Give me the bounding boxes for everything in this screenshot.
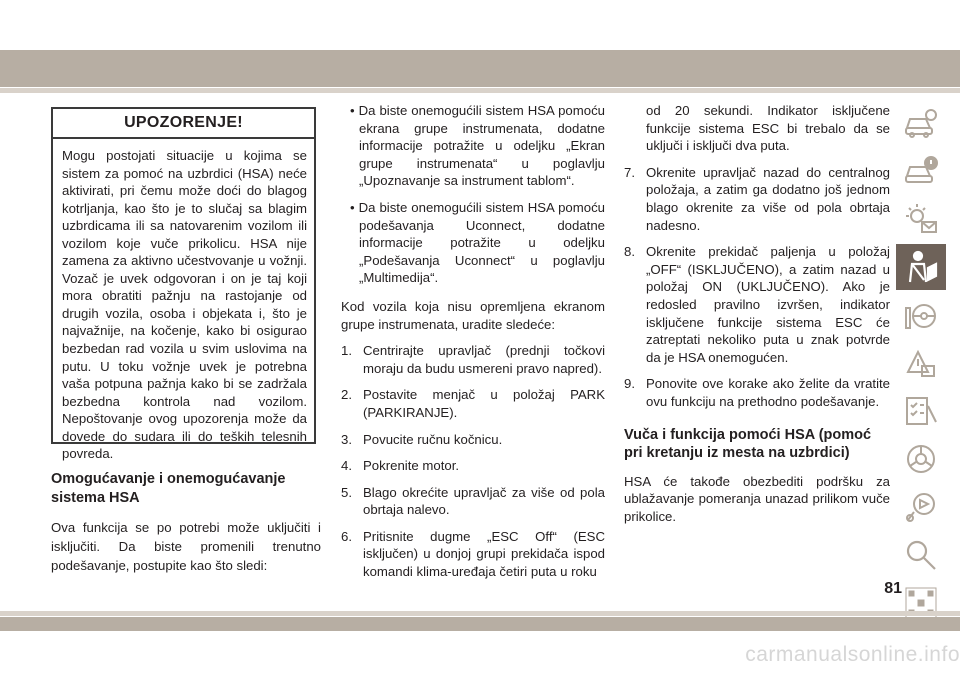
footer-band-line [0,611,960,616]
warning-title: UPOZORENJE! [53,109,314,139]
step-item: 6. Pritisnite dugme „ESC Off“ (ESC isključen) u donjoj grupi prekidača ispod komandi klima-uređaja četiri puta u roku [341,528,605,580]
warning-box [51,107,316,462]
tab-tech-specs[interactable] [896,436,946,482]
section2-heading-line1: Vuča i funkcija pomoći HSA (pomoć [624,426,872,443]
step-item: 7. Okrenite upravljač nazad do centralnog položaja, a zatim ga dodatno još jednom blago okrenite za više od pola obrtaja nadesno. [624,164,890,233]
tab-emergency[interactable] [896,340,946,386]
header-band-line [0,88,960,93]
section2-text: HSA će takođe obezbediti podršku za ublažavanje pomeranja unazad prilikom vuče prikolice. [624,473,890,524]
dashboard-lights-icon [904,202,938,236]
tab-safety[interactable] [896,244,946,290]
watermark: carmanualsonline.info [745,643,960,666]
step-item: 1. Centrirajte upravljač (prednji točkovi moraju da budu usmereni pravo napred). [341,343,605,376]
section-intro: Ova funkcija se po potrebi može uključiti i isključiti. Da biste promenili trenutno podešavanje, postupite kao što sledi: [51,520,321,573]
no-display-intro: Kod vozila koja nisu opremljena ekranom grupe instrumenata, uradite sledeće: [341,298,605,332]
car-alert-icon [904,154,938,188]
bullet-item: • Da biste onemogućili sistem HSA pomoću ekrana grupe instrumenata, dodatne informacije potražite u odeljku „Ekran grupe instrumenata“ u poglavlju „Upoznavanje sa instrument tablom“. [350,103,605,189]
section-hsa-toggle [51,470,321,575]
tab-maintenance[interactable] [896,388,946,434]
safety-seatbelt-icon [904,250,938,284]
section2-heading-line2: pri kretanju iz mesta na uzbrdici) [624,445,850,461]
tab-multimedia[interactable] [896,484,946,530]
car-info-icon [904,106,938,140]
step-item: 9. Ponovite ove korake ako želite da vratite ovu funkciju na prethodno podešavanje. [624,376,890,409]
tab-car-info[interactable] [896,100,946,146]
step-item: 4. Pokrenite motor. [341,458,460,474]
section-heading-line2: sistema HSA [51,489,140,506]
step-item: 3. Povucite ručnu kočnicu. [341,431,503,447]
multimedia-icon [904,490,938,524]
header-band [0,50,960,87]
steering-wheel-icon [904,298,938,332]
section-heading-line1: Omogućavanje i onemogućavanje [51,471,286,487]
maintenance-checklist-icon [904,394,938,428]
tab-car-alert[interactable] [896,148,946,194]
step-item: 8. Okrenite prekidač paljenja u položaj „OFF“ (ISKLJUČENO), a zatim nazad u položaj ON (UKLJUČENO). Ako je redosled pravilno izvršen, indikator isključene funkcije sistema ESC će zatreptati nekoliko puta u znak potvrde da je HSA onemogućen. [624,244,890,365]
tech-specs-icon [904,442,938,476]
page-number: 81 [884,580,902,597]
column-3 [624,102,890,525]
step-item: 2. Postavite menjač u položaj PARK (PARKIRANJE). [341,387,605,420]
footer-band [0,617,960,631]
tab-dashboard-lights[interactable] [896,196,946,242]
step-6-continuation: od 20 sekundi. Indikator isključene funkcije sistema ESC bi trebalo da se uključi i isključi dva puta. [646,103,890,154]
tab-search[interactable] [896,532,946,578]
search-index-icon [904,538,938,572]
tab-driving[interactable] [896,292,946,338]
bullet-item: • Da biste onemogućili sistem HSA pomoću podešavanja Uconnect, dodatne informacije potražite u odeljku „Podešavanja Uconnect“ u poglavlju „Multimedija“. [350,199,605,286]
column-2 [341,102,605,581]
warning-triangle-icon [904,346,938,380]
step-item: 5. Blago okrećite upravljač za više od pola obrtaja nalevo. [341,484,605,518]
warning-text: Mogu postojati situacije u kojima se sistem za pomoć na uzbrdici (HSA) neće aktivirati, pri čemu može doći do blagog kotrljanja, kao što je to slučaj sa blagim uzbrdicama ili sa natovarenim vozilom ili vozilom koje vuče prikolicu. HSA nije zamena za aktivno učestvovanje u vožnji. Vozač je uvek odgovoran i on je taj koji mora obratiti pažnju na rastojanje od drugih vozila, osoba i objekata i, što je najvažnije, na kočenje, kako bi osigurao bezbedan rad vozila u svim uslovima na putu. U toku vožnje uvek je potrebna vaša potpuna pažnja kako bi se zadržala bezbedna kontrola nad vozilom. Nepoštovanje ovog upozorenja može da dovede do sudara ili do teških telesnih povreda. [62,148,307,462]
